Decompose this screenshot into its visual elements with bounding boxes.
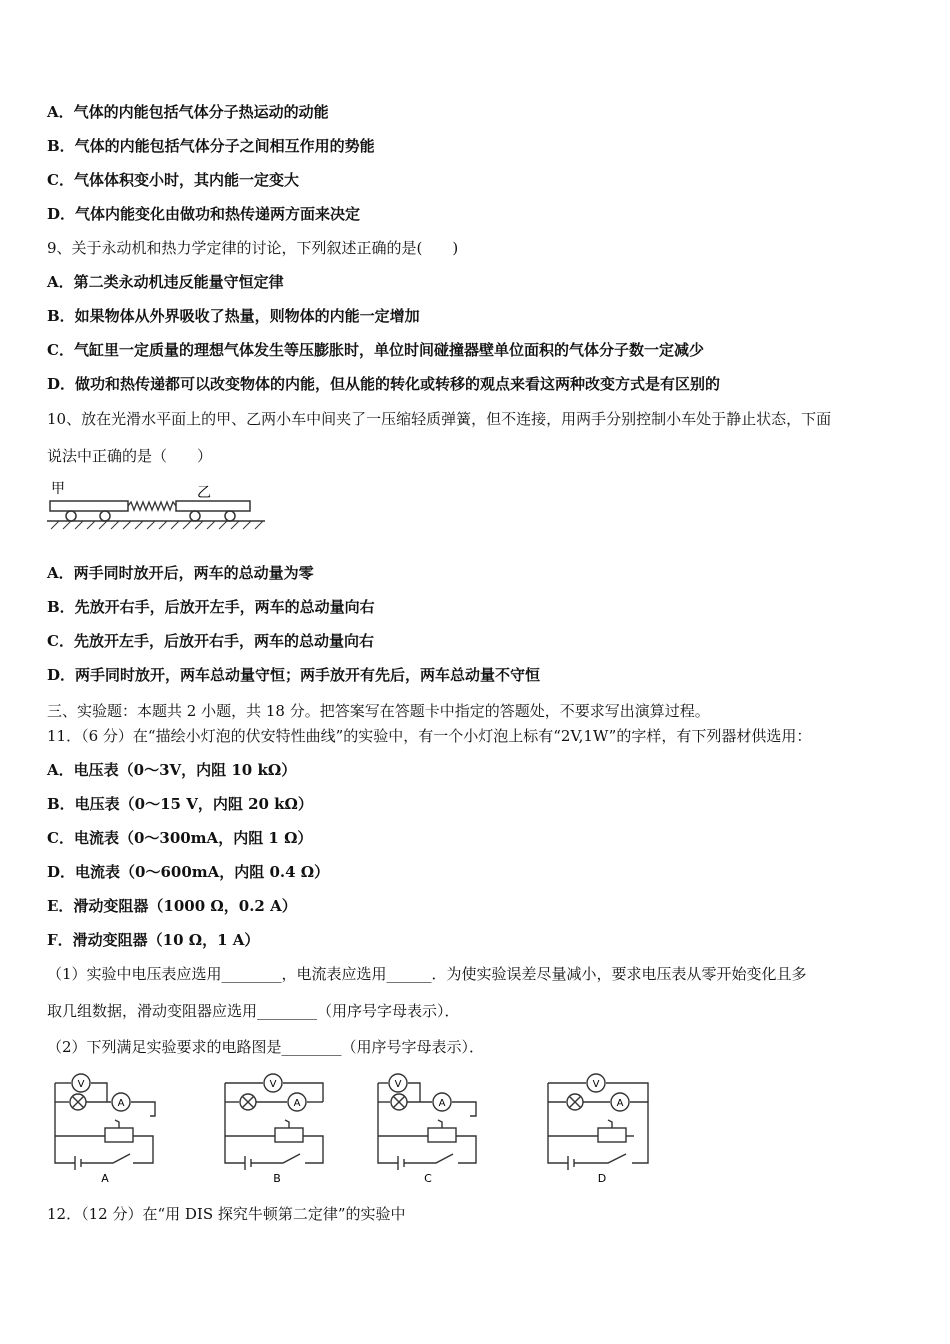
circuit-c bbox=[368, 1068, 488, 1186]
q8-option-c: C．气体体积变小时，其内能一定变大 bbox=[47, 171, 299, 189]
cart-yi-label: 乙 bbox=[197, 485, 211, 501]
cart-yi bbox=[176, 501, 250, 511]
circuit-d-ammeter: A bbox=[616, 1098, 624, 1109]
circuit-a bbox=[45, 1068, 165, 1186]
q10-option-a: A．两手同时放开后，两车的总动量为零 bbox=[47, 564, 314, 582]
q8-option-a: A．气体的内能包括气体分子热运动的动能 bbox=[47, 103, 329, 121]
q10-option-b: B．先放开右手，后放开左手，两车的总动量向右 bbox=[47, 598, 375, 616]
cart-jia-wheel-2 bbox=[100, 511, 110, 521]
q11-option-b: B．电压表（0～15 V，内阻 20 kΩ） bbox=[47, 795, 313, 813]
circuit-c-voltmeter: V bbox=[394, 1079, 402, 1090]
circuit-b-label: B bbox=[273, 1172, 281, 1185]
circuit-b-voltmeter: V bbox=[269, 1079, 277, 1090]
q9-option-a: A．第二类永动机违反能量守恒定律 bbox=[47, 273, 284, 291]
circuit-c-label: C bbox=[424, 1172, 432, 1185]
circuit-a-label: A bbox=[101, 1172, 109, 1185]
q12-stem: 12．（12 分）在“用 DIS 探究牛顿第二定律”的实验中 bbox=[47, 1205, 406, 1223]
circuit-d-voltmeter: V bbox=[592, 1079, 600, 1090]
circuit-c-ammeter: A bbox=[438, 1098, 446, 1109]
q11-part1-line1: （1）实验中电压表应选用________，电流表应选用______．为使实验误差尽量减小，要求电压表从零开始变化且多 bbox=[47, 965, 807, 983]
q9-stem: 9、关于永动机和热力学定律的讨论，下列叙述正确的是( ) bbox=[47, 239, 459, 257]
circuit-a-ammeter: A bbox=[117, 1098, 125, 1109]
q11-option-a: A．电压表（0～3V，内阻 10 kΩ） bbox=[47, 761, 297, 779]
q10-stem-line2: 说法中正确的是（ ） bbox=[47, 447, 213, 465]
circuit-d bbox=[538, 1068, 658, 1186]
q11-option-d: D．电流表（0～600mA，内阻 0.4 Ω） bbox=[47, 863, 330, 881]
cart-spring-figure bbox=[45, 475, 270, 535]
circuit-d-label: D bbox=[597, 1172, 607, 1185]
q10-stem-line1: 10、放在光滑水平面上的甲、乙两小车中间夹了一压缩轻质弹簧，但不连接，用两手分别控制小车处于静止状态，下面 bbox=[47, 410, 832, 428]
q8-option-d: D．气体内能变化由做功和热传递两方面来决定 bbox=[47, 205, 361, 223]
cart-jia bbox=[50, 501, 128, 511]
q10-option-d: D．两手同时放开，两车总动量守恒；两手放开有先后，两车总动量不守恒 bbox=[47, 666, 541, 684]
cart-yi-wheel-1 bbox=[190, 511, 200, 521]
q11-option-f: F．滑动变阻器（10 Ω，1 A） bbox=[47, 931, 260, 949]
ground-hatching bbox=[51, 521, 263, 529]
q11-part1-line2: 取几组数据，滑动变阻器应选用________（用序号字母表示）． bbox=[47, 1002, 460, 1020]
section-3-heading: 三、实验题：本题共 2 小题，共 18 分。把答案写在答题卡中指定的答题处，不要求写出演算过程。 bbox=[47, 702, 710, 720]
cart-jia-wheel-1 bbox=[66, 511, 76, 521]
q11-stem: 11．（6 分）在“描绘小灯泡的伏安特性曲线”的实验中，有一个小灯泡上标有“2V,1W”的字样，有下列器材供选用： bbox=[47, 727, 812, 745]
q8-option-b: B．气体的内能包括气体分子之间相互作用的势能 bbox=[47, 137, 375, 155]
compressed-spring bbox=[128, 502, 176, 510]
q10-option-c: C．先放开左手，后放开右手，两车的总动量向右 bbox=[47, 632, 374, 650]
circuit-a-voltmeter: V bbox=[77, 1079, 85, 1090]
circuit-b-ammeter: A bbox=[293, 1098, 301, 1109]
cart-jia-label: 甲 bbox=[51, 481, 65, 497]
q9-option-c: C．气缸里一定质量的理想气体发生等压膨胀时，单位时间碰撞器壁单位面积的气体分子数一定减少 bbox=[47, 341, 704, 359]
q11-option-c: C．电流表（0～300mA，内阻 1 Ω） bbox=[47, 829, 313, 847]
cart-yi-wheel-2 bbox=[225, 511, 235, 521]
circuit-b bbox=[215, 1068, 335, 1186]
q11-part2: （2）下列满足实验要求的电路图是________（用序号字母表示）． bbox=[47, 1038, 485, 1056]
q9-option-b: B．如果物体从外界吸收了热量，则物体的内能一定增加 bbox=[47, 307, 420, 325]
q9-option-d: D．做功和热传递都可以改变物体的内能，但从能的转化或转移的观点来看这两种改变方式是有区别的 bbox=[47, 375, 721, 393]
q11-option-e: E．滑动变阻器（1000 Ω，0.2 A） bbox=[47, 897, 297, 915]
